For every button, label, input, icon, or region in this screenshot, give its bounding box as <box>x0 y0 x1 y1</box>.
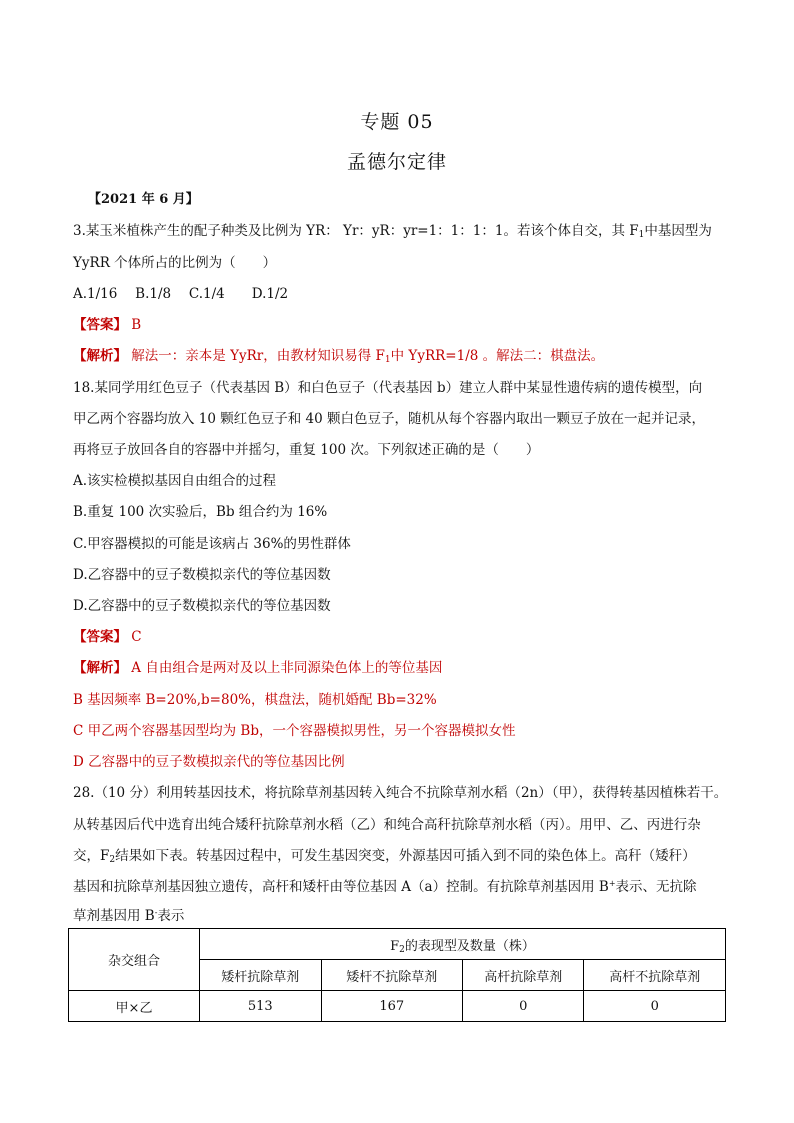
q18-stem-line3: 再将豆子放回各自的容器中并摇匀，重复 100 次。下列叙述正确的是（ ） <box>73 442 540 458</box>
q28-line5: 草剂基因用 B-表示 <box>73 908 185 924</box>
q18-stem-line1: 18.某同学用红色豆子（代表基因 B）和白色豆子（代表基因 b）建立人群中某显性遗传病的遗传模型，向 <box>73 380 703 396</box>
table-cell: 0 <box>584 991 726 1022</box>
page-title: 专题 05 <box>360 111 434 133</box>
q18-analysis-b: B 基因频率 B=20%,b=80%，棋盘法，随机婚配 Bb=32% <box>73 692 437 708</box>
q18-stem-line2: 甲乙两个容器均放入 10 颗红色豆子和 40 颗白色豆子，随机从每个容器内取出一颗豆子放在一起并记录， <box>73 411 706 427</box>
q18-option-d-duplicate: D.乙容器中的豆子数模拟亲代的等位基因数 <box>73 598 331 614</box>
q28-line3: 交，$F_2$结果如下表。转基因过程中，可发生基因突变，外源基因可插入到不同的染色体上。高秆（矮秆） <box>73 848 696 865</box>
q18-option-a: A.该实检模拟基因自由组合的过程 <box>73 473 277 489</box>
q18-answer: 【答案】 C <box>73 629 142 645</box>
q18-analysis-d: D 乙容器中的豆子数模拟亲代的等位基因比例 <box>73 754 345 770</box>
q3-stem-line1: 3.某玉米植株产生的配子种类及比例为 YR： Yr：yR：yr=1：1：1：1。若该个体自交，其 $F_1$中基因型为 <box>73 223 712 240</box>
table-col-2: 矮杆不抗除草剂 <box>321 960 462 991</box>
table-cell: 513 <box>200 991 322 1022</box>
table-header-row <box>69 929 726 960</box>
table-header-cross-group: 杂交组合 <box>69 929 200 991</box>
table-col-4: 高杆不抗除草剂 <box>584 960 726 991</box>
q18-analysis-c: C 甲乙两个容器基因型均为 Bb，一个容器模拟男性，另一个容器模拟女性 <box>73 723 516 739</box>
q28-line2: 从转基因后代中选育出纯合矮秆抗除草剂水稻（乙）和纯合高秆抗除草剂水稻（丙）。用甲、乙、丙进行杂 <box>73 817 701 833</box>
q3-analysis: 【解析】 解法一：亲本是 YyRr，由教材知识易得 $F_1$中 YyRR=1/8 。解法二：棋盘法。 <box>73 348 605 365</box>
q18-option-d: D.乙容器中的豆子数模拟亲代的等位基因数 <box>73 567 331 583</box>
q3-answer: 【答案】 B <box>73 317 142 333</box>
q3-options: A.1/16 B.1/8 C.1/4 D.1/2 <box>73 286 289 302</box>
date-tag: 【2021 年 6 月】 <box>88 192 199 207</box>
q28-line4: 基因和抗除草剂基因独立遗传，高杆和矮杆由等位基因 A（a）控制。有抗除草剂基因用 B+表示、无抗除 <box>73 879 697 895</box>
q18-option-b: B.重复 100 次实验后，Bb 组合约为 16% <box>73 504 328 520</box>
table-row <box>69 991 726 1022</box>
q3-stem-line2: YyRR 个体所占的比例为（ ） <box>73 255 277 271</box>
q18-option-c: C.甲容器模拟的可能是该病占 36%的男性群体 <box>73 536 351 552</box>
table-col-3: 高杆抗除草剂 <box>462 960 584 991</box>
q18-analysis-a: 【解析】 A 自由组合是两对及以上非同源染色体上的等位基因 <box>73 660 443 676</box>
table-cell: 167 <box>321 991 462 1022</box>
f2-results-table <box>68 928 726 1022</box>
table-cell-group: 甲×乙 <box>69 991 200 1022</box>
table-header-f2: $F_2$的表现型及数量（株） <box>200 929 726 960</box>
page-subtitle: 孟德尔定律 <box>346 151 447 173</box>
table-col-1: 矮杆抗除草剂 <box>200 960 322 991</box>
table-cell: 0 <box>462 991 584 1022</box>
q28-line1: 28.（10 分）利用转基因技术，将抗除草剂基因转入纯合不抗除草剂水稻（2n）（甲），获得转基因植株若干。 <box>73 785 728 801</box>
